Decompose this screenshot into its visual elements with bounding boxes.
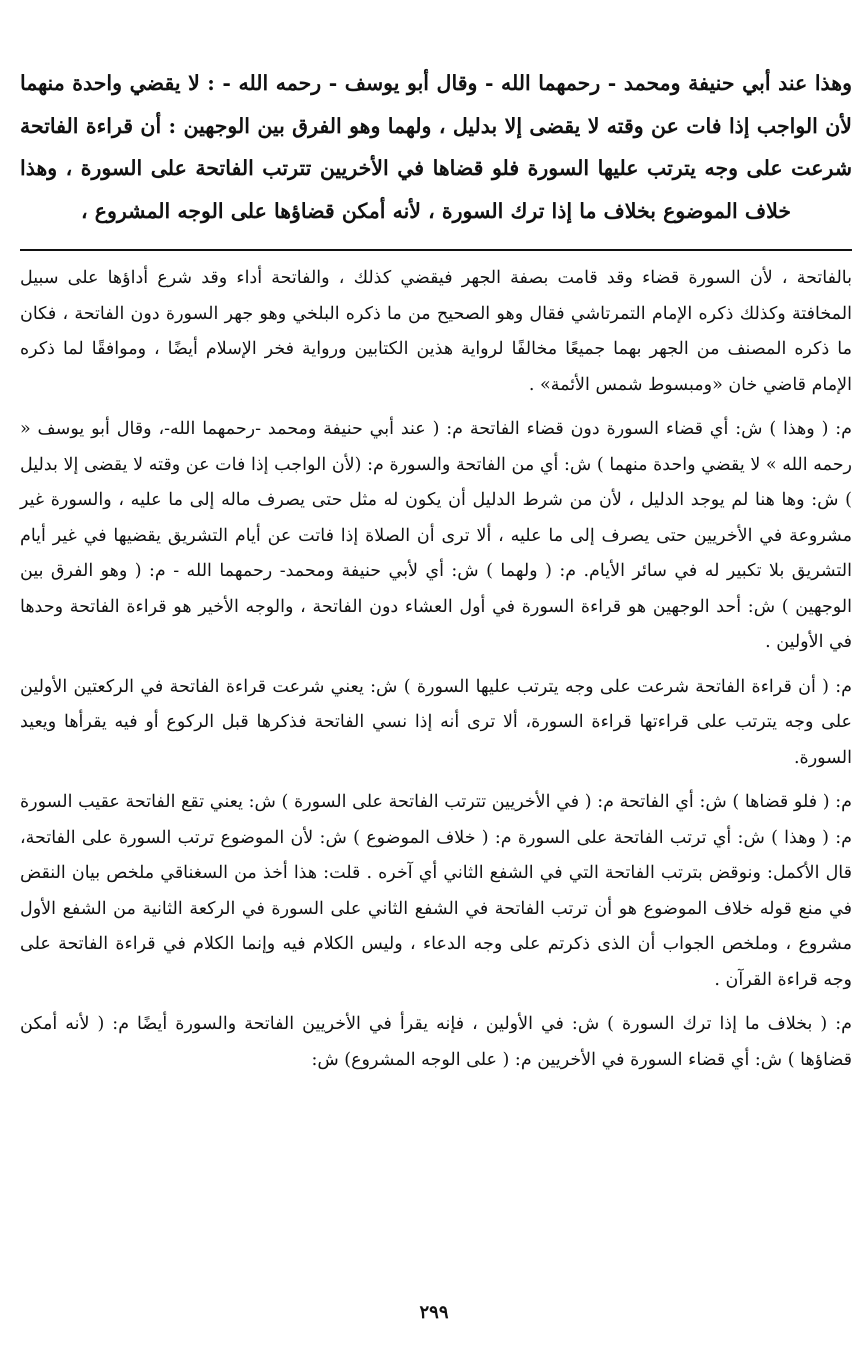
commentary-paragraph-3: م: ( أن قراءة الفاتحة شرعت على وجه يترتب عليها السورة ) ش: يعني شرعت قراءة الفاتحة في الركعتين الأولين على وجه يترتب على قراءتها قراءة السورة، ألا ترى أنه إذا نسي الفاتحة فذكرها قبل الركوع أو فيه يقرأها ويعيد السورة. — [20, 676, 852, 768]
separator-line — [20, 249, 852, 251]
commentary-paragraph-4: م: ( فلو قضاها ) ش: أي الفاتحة م: ( في الأخريين تترتب الفاتحة على السورة ) ش: يعني تقع الفاتحة عقيب السورة م: ( وهذا ) ش: أي ترتب الفاتحة على السورة م: ( خلاف الموضوع ) ش: لأن الموضوع ترتب السورة على الفاتحة، قال الأكمل: ونوقض بترتب الفاتحة التي في الشفع الثاني أي آخره . قلت: هذا أخذ من السغناقي ملخص بيان النقض في منع قوله خلاف الموضوع هو أن ترتب الفاتحة في الشفع الثاني على السورة في الركعة الثانية من الشفع الأول مشروع ، وملخص الجواب أن الذى ذكرتم على وجه الدعاء ، وليس الكلام فيه وإنما الكلام في قراءة الفاتحة على وجه قراءة القرآن . — [20, 792, 852, 990]
commentary-paragraph-1: بالفاتحة ، لأن السورة قضاء وقد قامت بصفة الجهر فيقضي كذلك ، والفاتحة أداء وقد شرع أداؤها على سبيل المخافتة وكذلك ذكره الإمام التمرتاشي فقال وهو الصحيح من ما ذكره البلخي وهو جهر السورة دون الفاتحة ، فكان ما ذكره المصنف من الجهر بهما جميعًا مخالفًا لرواية هذين الكتابين ورواية فخر الإسلام أيضًا ، وموافقًا لما ذكره الإمام قاضي خان «ومبسوط شمس الأئمة» . — [20, 268, 852, 395]
main-text: وهذا عند أبي حنيفة ومحمد - رحمهما الله - وقال أبو يوسف - رحمه الله - : لا يقضي واحدة منهما لأن الواجب إذا فات عن وقته لا يقضى إلا بدليل ، ولهما وهو الفرق بين الوجهين : أن قراءة الفاتحة شرعت على وجه يترتب عليها السورة فلو قضاها في الأخريين تترتب الفاتحة على السورة ، وهذا خلاف الموضوع بخلاف ما إذا ترك السورة ، لأنه أمكن قضاؤها على الوجه المشروع ، — [20, 71, 852, 223]
page-number: ٢٩٩ — [419, 1302, 449, 1323]
page-body — [20, 62, 852, 1087]
commentary-block — [20, 261, 852, 1078]
commentary-paragraph-2: م: ( وهذا ) ش: أي قضاء السورة دون قضاء الفاتحة م: ( عند أبي حنيفة ومحمد -رحمهما الله-، وقال أبو يوسف « رحمه الله » لا يقضي واحدة منهما ) ش: أي من الفاتحة والسورة م: (لأن الواجب إذا فات عن وقته لا يقضى إلا بدليل ) ش: وها هنا لم يوجد الدليل ، لأن من شرط الدليل أن يكون له مثل حتى يصرف ماله إلى ما عليه ، والسورة غير مشروعة في الأخريين حتى يصرف إلى ما عليه ، ألا ترى أن الصلاة إذا فاتت عن أيام التشريق يقضيها في غير أيام التشريق بلا تكبير له في سائر الأيام. م: ( ولهما ) ش: أي لأبي حنيفة ومحمد- رحمهما الله - م: ( وهو الفرق بين الوجهين ) ش: أحد الوجهين هو قراءة السورة في أول العشاء دون الفاتحة ، والوجه الأخير هو قراءة الفاتحة وحدها في الأولين . — [20, 419, 852, 652]
commentary-paragraph-5: م: ( بخلاف ما إذا ترك السورة ) ش: في الأولين ، فإنه يقرأ في الأخريين الفاتحة والسورة أيضًا م: ( لأنه أمكن قضاؤها ) ش: أي قضاء السورة في الأخريين م: ( على الوجه المشروع) ش: — [20, 1014, 852, 1070]
